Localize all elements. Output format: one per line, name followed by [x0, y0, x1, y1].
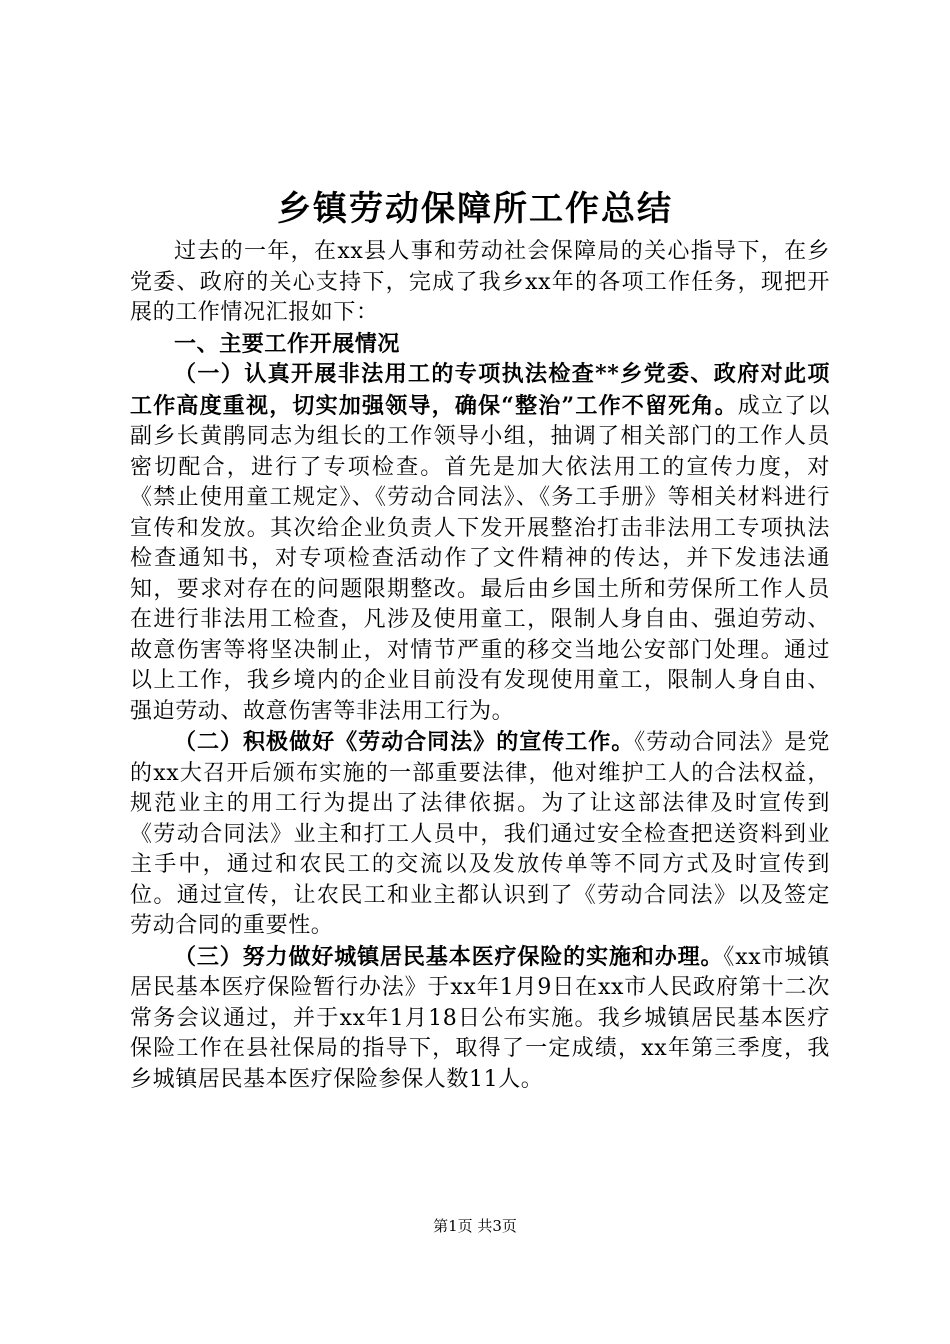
item-body-3: 《xx市城镇居民基本医疗保险暂行办法》于xx年1月9日在xx市人民政府第十二次常务会议通过，并于xx年1月18日公布实施。我乡城镇居民基本医疗保险工作在县社保局的指导下，取得了一定成绩，xx年第三季度，我乡城镇居民基本医疗保险参保人数11人。: [130, 944, 830, 1092]
item-paragraph-1: [130, 359, 830, 727]
item-body-2: 《劳动合同法》是党的xx大召开后颁布实施的一部重要法律，他对维护工人的合法权益，规范业主的用工行为提出了法律依据。为了让这部法律及时宣传到《劳动合同法》业主和打工人员中，我们通过安全检查把送资料到业主手中，通过和农民工的交流以及发放传单等不同方式及时宣传到位。通过宣传，让农民工和业主都认识到了《劳动合同法》以及签定劳动合同的重要性。: [130, 730, 830, 938]
item-paragraph-2: [130, 727, 830, 942]
document-title: 乡镇劳动保障所工作总结: [277, 189, 673, 229]
item-paragraph-3: [130, 942, 830, 1096]
intro-paragraph: 过去的一年，在xx县人事和劳动社会保障局的关心指导下，在乡党委、政府的关心支持下，完成了我乡xx年的各项工作任务，现把开展的工作情况汇报如下：: [130, 239, 830, 325]
item-heading-2: （二）积极做好《劳动合同法》的宣传工作。: [174, 729, 635, 755]
document-body: [130, 237, 830, 1095]
page-footer: 第1页 共3页: [433, 1217, 517, 1235]
item-heading-3: （三）努力做好城镇居民基本医疗保险的实施和办理。: [174, 943, 724, 970]
item-heading-1: （一）认真开展非法用工的专项执法检查**乡党委、政府对此项工作高度重视，切实加强领导，确保“整治”工作不留死角。: [130, 361, 830, 419]
item-body-1: 成立了以副乡长黄鹃同志为组长的工作领导小组，抽调了相关部门的工作人员密切配合，进行了专项检查。首先是加大依法用工的宣传力度，对《禁止使用童工规定》、《劳动合同法》、《务工手册》等相关材料进行宣传和发放。其次给企业负责人下发开展整治打击非法用工专项执法检查通知书，对专项检查活动作了文件精神的传达，并下发违法通知，要求对存在的问题限期整改。最后由乡国土所和劳保所工作人员在进行非法用工检查，凡涉及使用童工，限制人身自由、强迫劳动、故意伤害等将坚决制止，对情节严重的移交当地公安部门处理。通过以上工作，我乡境内的企业目前没有发现使用童工，限制人身自由、强迫劳动、故意伤害等非法用工行为。: [130, 393, 830, 724]
section-heading: 一、主要工作开展情况: [174, 330, 401, 357]
